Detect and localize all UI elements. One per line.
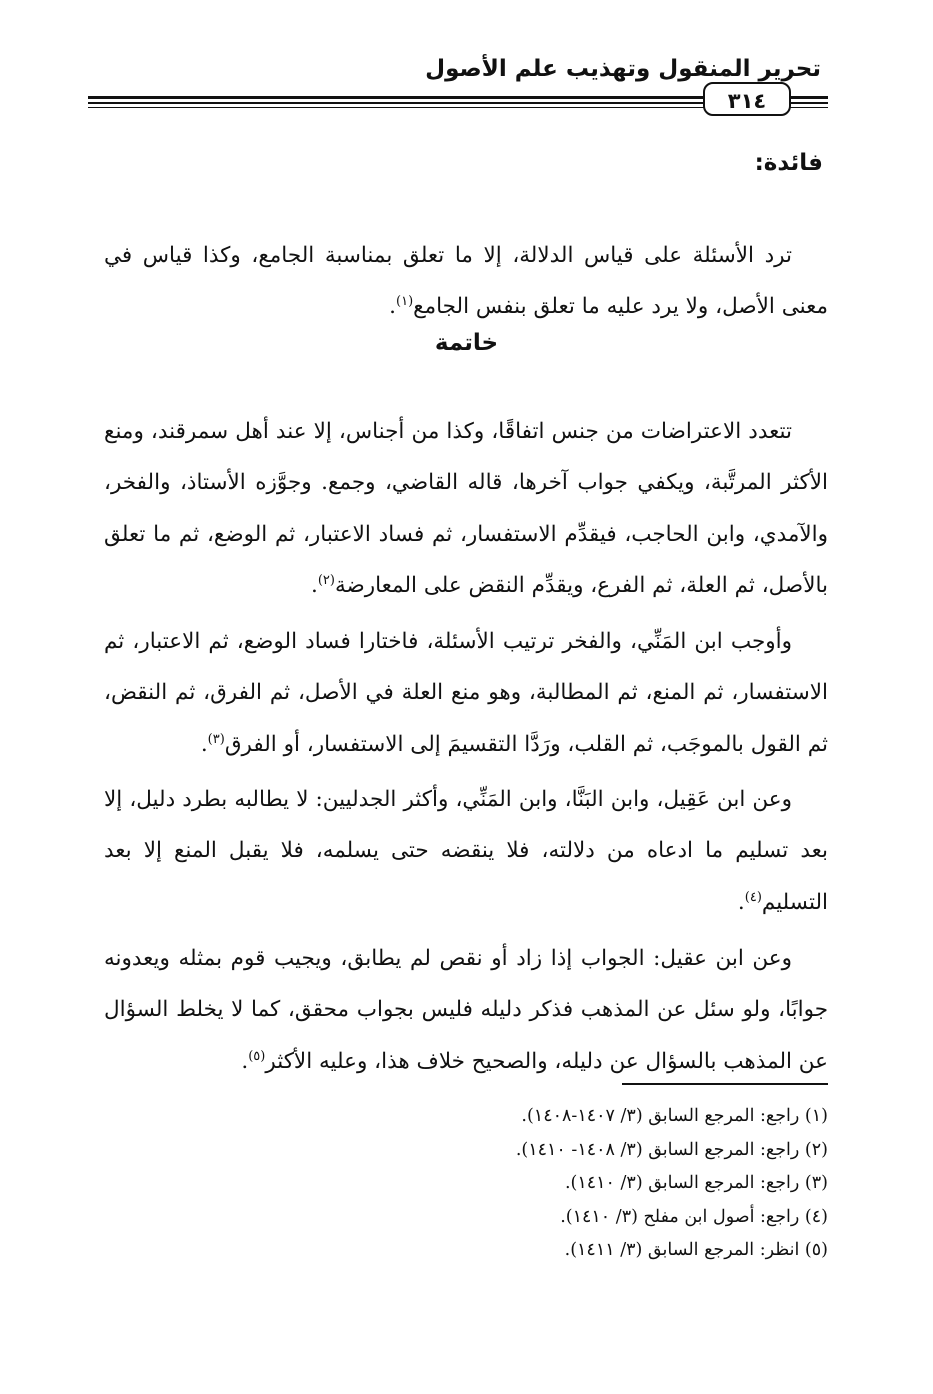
footnote-mark: (٥) [248, 1048, 266, 1064]
footnote-mark: (١) [396, 293, 414, 309]
running-header-title: تحرير المنقول وتهذيب علم الأصول [425, 56, 821, 82]
period: . [737, 889, 745, 915]
period: . [389, 294, 396, 319]
paragraph-text: وعن ابن عَقِيل، وابن البَنَّا، وابن المَنِّي، وأكثر الجدليين: لا يطالبه بطرد دليل، إلا بعد تسليم ما ادعاه من دلالته، فلا ينقضه حتى يسلمه، فلا يقبل المنع إلا بعد التسليم [104, 786, 828, 915]
footnote-separator [622, 1083, 828, 1085]
page-number: ٣١٤ [703, 82, 791, 116]
paragraph [104, 406, 828, 612]
khatima-heading: خاتمة [434, 330, 499, 356]
paragraph-text: وعن ابن عقيل: الجواب إذا زاد أو نقص لم يطابق، ويجيب قوم بمثله ويعدونه جوابًا، ولو سئل عن المذهب فذكر دليله فليس بجواب محقق، كما لا يخلط السؤال عن المذهب بالسؤال عن دليله، والصحيح خلاف هذا، وعليه الأكثر [104, 945, 828, 1074]
period: . [200, 731, 208, 757]
paragraph-text: وأوجب ابن المَنِّي، والفخر ترتيب الأسئلة، فاختارا فساد الوضع، ثم الاعتبار، ثم الاستفسار، ثم المنع، ثم المطالبة، وهو منع العلة في الأصل، ثم الفرق، ثم النقض، ثم القول بالموجَب، ثم القلب، ورَدَّا التقسيمَ إلى الاستفسار، أو الفرق [104, 628, 828, 757]
footnote-mark: (٤) [744, 889, 762, 905]
paragraph [104, 933, 828, 1088]
footnote: (١) راجع: المرجع السابق (٣/ ١٤٠٧-١٤٠٨). [521, 1106, 828, 1126]
paragraph [104, 616, 828, 771]
fayda-heading: فائدة: [754, 150, 823, 176]
footnote: (٥) انظر: المرجع السابق (٣/ ١٤١١). [564, 1240, 828, 1260]
footnote: (٤) راجع: أصول ابن مفلح (٣/ ١٤١٠). [560, 1206, 828, 1227]
paragraph-text: ترد الأسئلة على قياس الدلالة، إلا ما تعلق بمناسبة الجامع، وكذا قياس في معنى الأصل، ولا يرد عليه ما تعلق بنفس الجامع [104, 242, 828, 319]
period: . [241, 1048, 249, 1074]
paragraph [104, 230, 828, 333]
footnote-mark: (٢) [317, 572, 335, 588]
paragraph-text: تتعدد الاعتراضات من جنس اتفاقًا، وكذا من أجناس، إلا عند أهل سمرقند، ومنع الأكثر المرتَّبة، ويكفي جواب آخرها، قاله القاضي، وجمع. وجوَّزه الأستاذ، والفخر، والآمدي، وابن الحاجب، فيقدِّم الاستفسار، ثم فساد الاعتبار، ثم الوضع، ثم ما تعلق بالأصل، ثم العلة، ثم الفرع، ويقدِّم النقض على المعارضة [104, 418, 828, 598]
period: . [310, 573, 318, 598]
footnotes-list [300, 1100, 828, 1268]
paragraph [104, 774, 828, 929]
footnote: (٣) راجع: المرجع السابق (٣/ ١٤١٠). [564, 1173, 828, 1193]
footnote-mark: (٣) [207, 731, 225, 747]
footnote: (٢) راجع: المرجع السابق (٣/ ١٤٠٨- ١٤١٠). [515, 1139, 828, 1160]
